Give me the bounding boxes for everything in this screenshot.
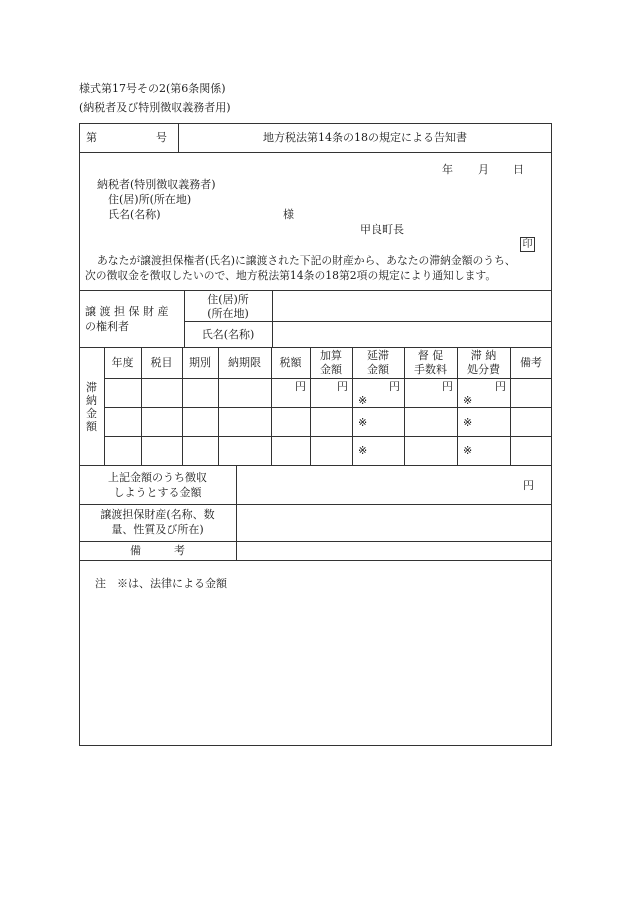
rule xyxy=(104,378,552,379)
notice-body-line2: 次の徴収金を徴収したいので、地方税法第14条の18第2項の規定により通知します。 xyxy=(85,269,497,282)
holder-name-label: 氏名(名称) xyxy=(201,328,255,341)
collection-label-line1: 上記金額のうち徴収 xyxy=(108,471,207,484)
date-day: 日 xyxy=(513,163,524,176)
taxpayer-address-label: 住(居)所(所在地) xyxy=(108,193,192,206)
yen-mark: 円 xyxy=(495,380,506,393)
statutory-amount-mark: ※ xyxy=(358,394,368,407)
column-header-remarks: 備考 xyxy=(520,356,542,369)
column-header-tax-item: 税目 xyxy=(150,356,173,369)
notice-body-line1: あなたが譲渡担保権者(氏名)に譲渡された下記の財産から、あなたの滞納金額のうち、 xyxy=(97,254,516,267)
column-header-tax-amount: 税額 xyxy=(279,356,302,369)
rule xyxy=(79,465,552,466)
arrears-side-label-char: 額 xyxy=(86,420,97,433)
issuer: 甲良町長 xyxy=(360,223,404,236)
rule xyxy=(79,504,552,505)
rule xyxy=(79,541,552,542)
rule xyxy=(236,465,237,560)
collection-label-line2: しようとする金額 xyxy=(113,486,202,499)
yen-mark: 円 xyxy=(337,380,348,393)
remarks-label: 備 考 xyxy=(130,544,185,557)
taxpayer-label: 納税者(特別徴収義務者) xyxy=(97,178,216,191)
taxpayer-name-label: 氏名(名称) xyxy=(108,208,161,221)
arrears-side-label-char: 金 xyxy=(86,407,97,420)
statutory-amount-mark: ※ xyxy=(463,444,473,457)
column-header-dunning-fee: 手数料 xyxy=(414,363,447,376)
column-header-delinquency: 延滞 xyxy=(367,349,389,362)
yen-mark: 円 xyxy=(389,380,400,393)
column-header-year: 年度 xyxy=(111,356,134,369)
date-year: 年 xyxy=(442,163,453,176)
rule xyxy=(79,290,552,291)
rule xyxy=(79,152,552,153)
property-label-line1: 譲渡担保財産(名称、数 xyxy=(100,508,215,521)
date-month: 月 xyxy=(478,163,489,176)
form-number: 様式第17号その2(第6条関係) xyxy=(79,82,226,95)
column-header-period: 期別 xyxy=(189,356,211,369)
form-usage: (納税者及び特別徴収義務者用) xyxy=(79,101,231,114)
yen-mark: 円 xyxy=(442,380,453,393)
statutory-amount-mark: ※ xyxy=(358,444,368,457)
statutory-amount-mark: ※ xyxy=(463,394,473,407)
honorific: 様 xyxy=(283,208,294,221)
arrears-side-label-char: 滞 xyxy=(86,381,97,394)
statutory-amount-mark: ※ xyxy=(463,416,473,429)
number-suffix: 号 xyxy=(156,131,167,144)
property-label-line2: 量、性質及び所在) xyxy=(111,523,204,536)
rule xyxy=(79,560,552,561)
collection-yen-mark: 円 xyxy=(523,479,534,492)
rule xyxy=(184,321,552,322)
column-header-surcharge: 加算 xyxy=(320,349,342,362)
column-header-surcharge: 金額 xyxy=(320,363,342,376)
rule xyxy=(104,436,552,437)
holder-label-line2: の権利者 xyxy=(85,320,129,333)
column-header-disposition-cost: 滞 納 xyxy=(470,349,497,362)
rule xyxy=(104,407,552,408)
column-header-delinquency: 金額 xyxy=(367,363,389,376)
rule xyxy=(79,347,552,348)
column-header-disposition-cost: 処分費 xyxy=(467,363,500,376)
statutory-amount-mark: ※ xyxy=(358,416,368,429)
holder-address-label-line2: (所在地) xyxy=(207,307,249,320)
arrears-side-label-char: 納 xyxy=(86,394,97,407)
column-header-dunning-fee: 督 促 xyxy=(417,349,444,362)
document-title: 地方税法第14条の18の規定による告知書 xyxy=(263,131,467,144)
footnote: 注 ※は、法律による金額 xyxy=(95,577,227,590)
column-header-due-date: 納期限 xyxy=(228,356,261,369)
number-prefix: 第 xyxy=(86,131,97,144)
holder-address-label-line1: 住(居)所 xyxy=(207,293,249,306)
yen-mark: 円 xyxy=(295,380,306,393)
holder-label-line1: 譲 渡 担 保 財 産 xyxy=(85,305,169,318)
seal-mark: 印 xyxy=(520,237,535,252)
rule xyxy=(272,290,273,347)
